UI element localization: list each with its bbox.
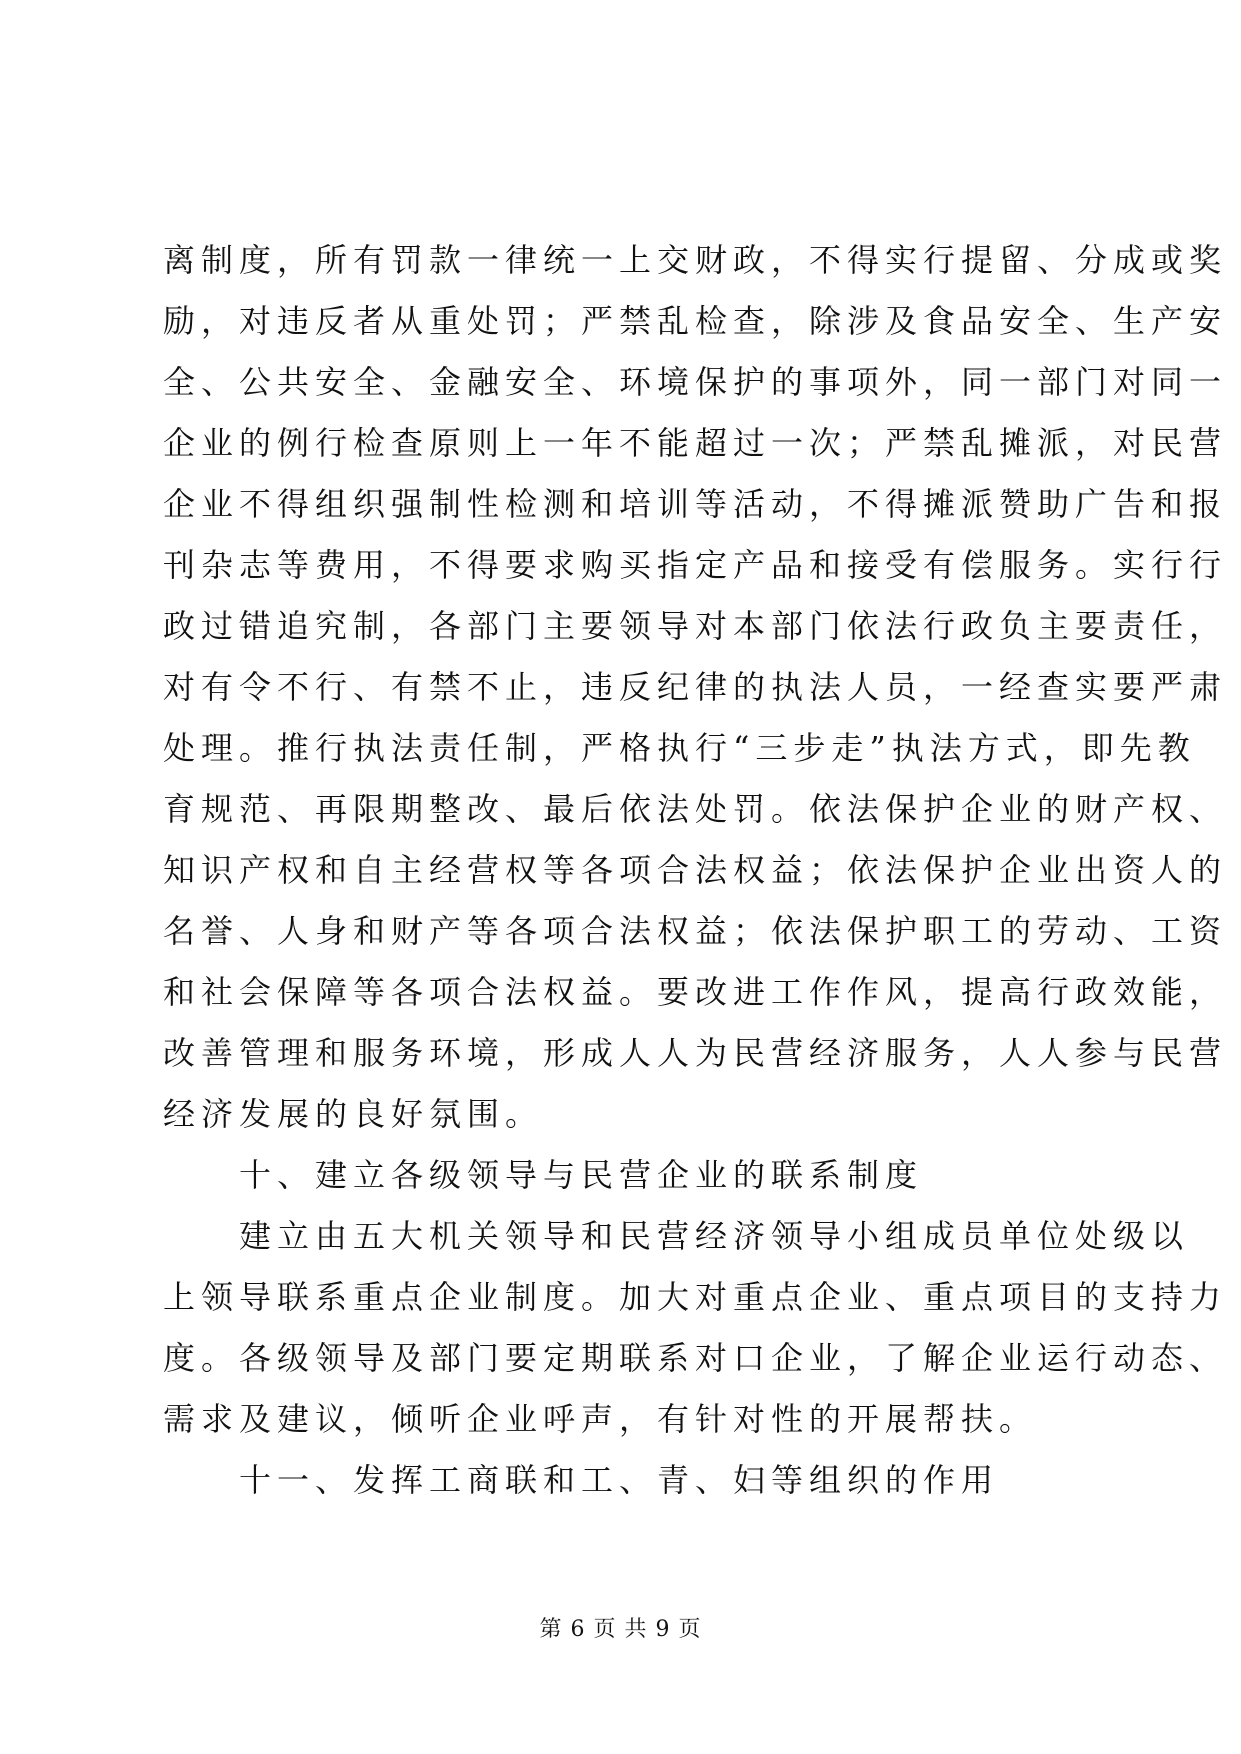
section-heading: 十、建立各级领导与民营企业的联系制度 — [163, 1156, 924, 1194]
text-line: 处理。推行执法责任制，严格执行“三步走”执法方式，即先教 — [163, 729, 1196, 767]
text-line: 育规范、再限期整改、最后依法处罚。依法保护企业的财产权、 — [163, 790, 1228, 828]
text-line: 名誉、人身和财产等各项合法权益；依法保护职工的劳动、工资 — [163, 912, 1228, 950]
page-number-footer: 第 6 页 共 9 页 — [539, 1617, 702, 1642]
text-line: 离制度，所有罚款一律统一上交财政，不得实行提留、分成或奖 — [163, 241, 1228, 279]
text-line: 政过错追究制，各部门主要领导对本部门依法行政负主要责任， — [163, 607, 1228, 645]
document-body — [163, 230, 1228, 1511]
text-line: 经济发展的良好氛围。 — [163, 1095, 544, 1133]
section-heading: 十一、发挥工商联和工、青、妇等组织的作用 — [163, 1461, 1000, 1499]
text-line: 全、公共安全、金融安全、环境保护的事项外，同一部门对同一 — [163, 363, 1228, 401]
text-line: 企业不得组织强制性检测和培训等活动，不得摊派赞助广告和报 — [163, 485, 1228, 523]
text-line: 刊杂志等费用，不得要求购买指定产品和接受有偿服务。实行行 — [163, 546, 1228, 584]
text-line: 企业的例行检查原则上一年不能超过一次；严禁乱摊派，对民营 — [163, 424, 1228, 462]
text-line: 改善管理和服务环境，形成人人为民营经济服务，人人参与民营 — [163, 1034, 1228, 1072]
text-line: 知识产权和自主经营权等各项合法权益；依法保护企业出资人的 — [163, 851, 1228, 889]
text-line: 度。各级领导及部门要定期联系对口企业，了解企业运行动态、 — [163, 1339, 1228, 1377]
text-line: 建立由五大机关领导和民营经济领导小组成员单位处级以 — [163, 1217, 1190, 1255]
text-line: 和社会保障等各项合法权益。要改进工作作风，提高行政效能， — [163, 973, 1228, 1011]
text-line: 需求及建议，倾听企业呼声，有针对性的开展帮扶。 — [163, 1400, 1038, 1438]
text-line: 上领导联系重点企业制度。加大对重点企业、重点项目的支持力 — [163, 1278, 1228, 1316]
text-line: 对有令不行、有禁不止，违反纪律的执法人员，一经查实要严肃 — [163, 668, 1228, 706]
text-line: 励，对违反者从重处罚；严禁乱检查，除涉及食品安全、生产安 — [163, 302, 1228, 340]
